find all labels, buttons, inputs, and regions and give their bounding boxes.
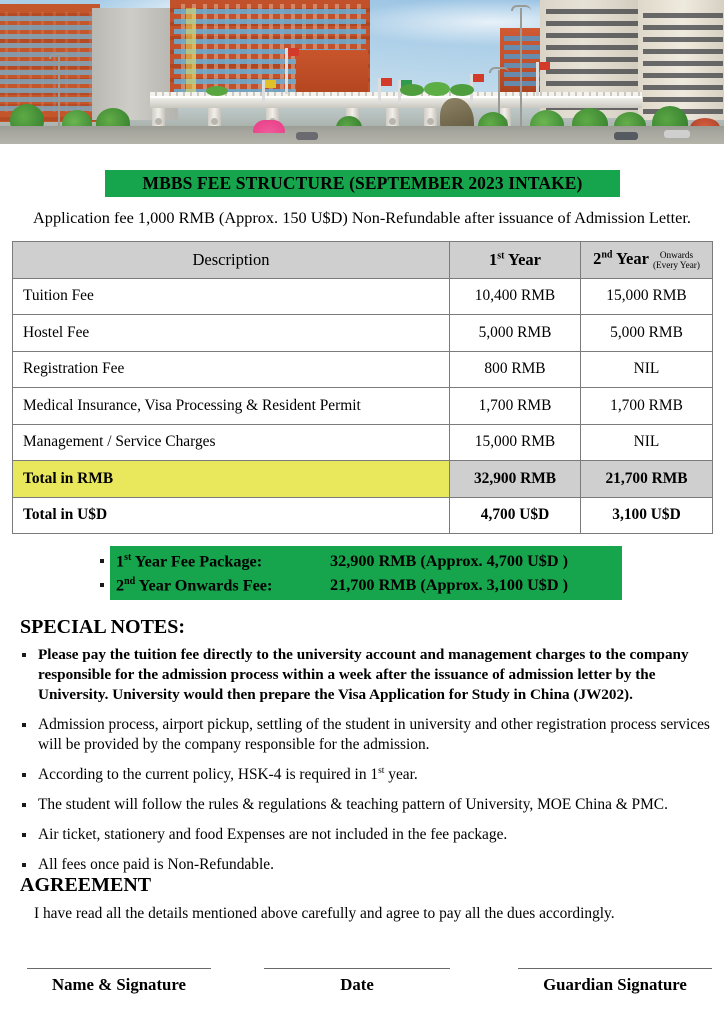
row-year2-value: 5,000 RMB (581, 315, 713, 352)
total-usd-row (13, 497, 713, 534)
row-year2-value: NIL (581, 351, 713, 388)
row-year1-value: 15,000 RMB (450, 424, 581, 461)
building-right-tower-2 (638, 0, 724, 120)
row-description: Medical Insurance, Visa Processing & Resident Permit (13, 388, 450, 425)
column-header-description: Description (13, 242, 450, 279)
hedge (400, 84, 424, 96)
row-description: Hostel Fee (13, 315, 450, 352)
signature-caption-date: Date (340, 975, 374, 994)
year2-suffix: nd (601, 249, 613, 261)
gateway-center-block (296, 50, 368, 96)
fee-package-summary (0, 546, 724, 602)
note-item: According to the current policy, HSK-4 is required in 1st year. (20, 765, 710, 785)
column-header-year2 (581, 242, 713, 279)
total-rmb-label: Total in RMB (13, 461, 450, 498)
table-row (13, 388, 713, 425)
column-header-year1 (450, 242, 581, 279)
total-usd-year2: 3,100 U$D (581, 497, 713, 534)
year2-onwards-note: Onwards (Every Year) (652, 250, 700, 270)
note-item: Please pay the tuition fee directly to the university account and management charges to the company responsible for the admission process within a week after the issuance of admission letter by the University. University would then prepare the Visa Application for Study in China (JW202). (20, 645, 710, 706)
agreement-heading: AGREEMENT (20, 874, 152, 896)
note-item: The student will follow the rules & regulations & teaching pattern of University, MOE China & PMC. (20, 795, 710, 815)
flag-pole (378, 78, 381, 104)
elevated-walkway (150, 96, 642, 108)
year2-word: Year (612, 249, 649, 269)
table-header-row (13, 242, 713, 279)
row-year2-value: 15,000 RMB (581, 278, 713, 315)
total-rmb-year1: 32,900 RMB (450, 461, 581, 498)
note-item: Admission process, airport pickup, settling of the student in university and other registration process services will be provided by the company responsible for the admission. (20, 715, 710, 756)
signature-line[interactable] (264, 968, 450, 969)
flag-pole (536, 62, 539, 96)
total-usd-label: Total in U$D (13, 497, 450, 534)
page-title: MBBS FEE STRUCTURE (SEPTEMBER 2023 INTAKE) (142, 173, 583, 193)
signature-caption-guardian: Guardian Signature (543, 975, 687, 994)
row-description: Tuition Fee (13, 278, 450, 315)
hedge (424, 82, 450, 96)
row-year1-value: 1,700 RMB (450, 388, 581, 425)
year1-number: 1 (489, 249, 498, 269)
special-notes-heading: SPECIAL NOTES: (20, 616, 186, 638)
row-year1-value: 5,000 RMB (450, 315, 581, 352)
flag-pole (262, 80, 265, 102)
row-description: Registration Fee (13, 351, 450, 388)
total-usd-year1: 4,700 U$D (450, 497, 581, 534)
signature-line[interactable] (518, 968, 712, 969)
year2-number: 2 (593, 249, 602, 269)
signature-line[interactable] (27, 968, 211, 969)
row-year1-value: 800 RMB (450, 351, 581, 388)
table-row (13, 424, 713, 461)
package-year1-label: 1st Year Fee Package: (116, 551, 263, 571)
signature-block-name (27, 968, 211, 995)
signature-caption-name: Name & Signature (52, 975, 186, 994)
package-year1-value: 32,900 RMB (Approx. 4,700 U$D ) (330, 552, 569, 570)
table-row (13, 351, 713, 388)
signature-block-guardian (518, 968, 712, 995)
package-row-year2 (0, 572, 724, 599)
hedge (206, 86, 228, 96)
parked-car (614, 132, 638, 140)
total-rmb-row (13, 461, 713, 498)
pink-umbrella (253, 120, 285, 133)
fee-structure-table (12, 241, 713, 534)
street-lamp (520, 8, 522, 138)
flag-pole (285, 48, 288, 94)
note-item: All fees once paid is Non-Refundable. (20, 855, 710, 875)
row-year2-value: NIL (581, 424, 713, 461)
signature-block-date (264, 968, 450, 995)
building-left-orange (0, 4, 100, 122)
table-row (13, 315, 713, 352)
hedge (450, 84, 474, 96)
package-year2-label: 2nd Year Onwards Fee: (116, 575, 273, 595)
application-fee-note: Application fee 1,000 RMB (Approx. 150 U$D) Non-Refundable after issuance of Admission Letter. (33, 208, 691, 227)
table-row (13, 278, 713, 315)
year1-word: Year (504, 249, 541, 269)
parked-car (664, 130, 690, 138)
page-title-banner (105, 170, 620, 197)
total-rmb-year2: 21,700 RMB (581, 461, 713, 498)
agreement-text: I have read all the details mentioned above carefully and agree to pay all the dues accordingly. (34, 905, 615, 922)
special-notes-list (20, 645, 710, 885)
row-description: Management / Service Charges (13, 424, 450, 461)
year1-suffix: st (497, 250, 505, 262)
row-year1-value: 10,400 RMB (450, 278, 581, 315)
package-year2-value: 21,700 RMB (Approx. 3,100 U$D ) (330, 576, 569, 594)
note-item: Air ticket, stationery and food Expenses are not included in the fee package. (20, 825, 710, 845)
header-campus-photo (0, 0, 724, 144)
row-year2-value: 1,700 RMB (581, 388, 713, 425)
package-row-year1 (0, 548, 724, 575)
parked-car (296, 132, 318, 140)
